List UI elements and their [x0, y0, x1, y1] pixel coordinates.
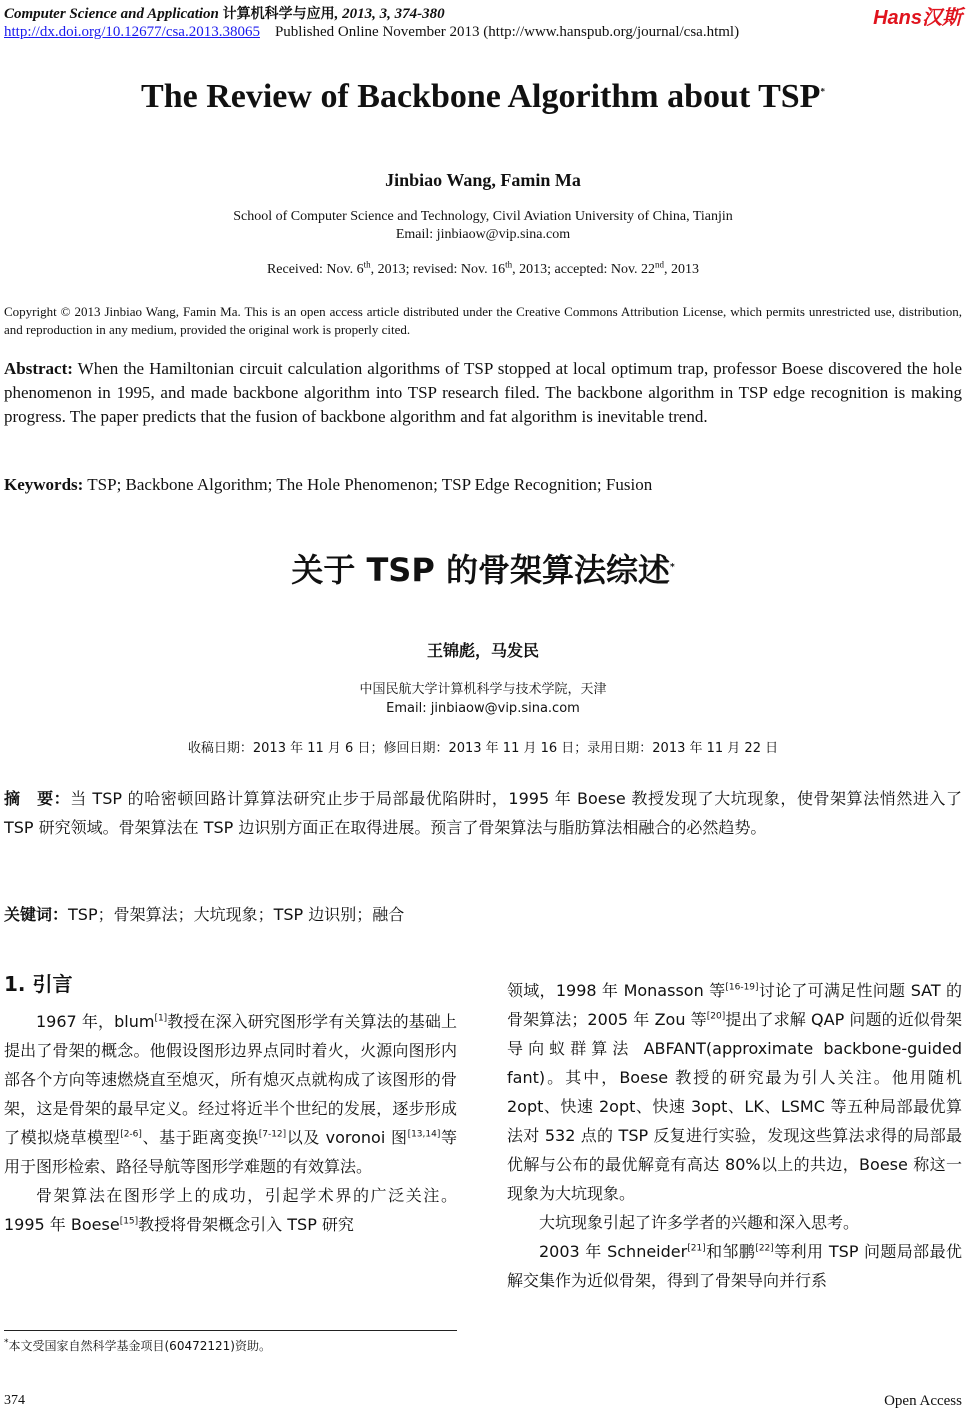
- paragraph: 大坑现象引起了许多学者的兴趣和深入思考。: [539, 1213, 860, 1232]
- title-cn-text: 关于 TSP 的骨架算法综述: [291, 551, 670, 589]
- footnote-text: 本文受国家自然科学基金项目(60472121)资助。: [8, 1339, 271, 1353]
- citation[interactable]: [15]: [119, 1216, 139, 1227]
- affiliation-cn-text: 中国民航大学计算机科学与技术学院，天津: [359, 682, 607, 697]
- published-online: Published Online November 2013 (http://www.hanspub.org/journal/csa.html): [274, 24, 740, 40]
- body-column-left: [4, 970, 457, 1239]
- keywords-cn-label: 关键词：: [4, 905, 69, 924]
- title-en-text: The Review of Backbone Algorithm about TSP: [141, 78, 821, 115]
- affiliation-en: [0, 208, 966, 244]
- received-sup: th: [363, 259, 371, 270]
- dates-en: [0, 259, 966, 278]
- abstract-cn: [4, 784, 962, 842]
- body-column-right: [507, 976, 962, 1295]
- footnote-mark: *: [4, 1338, 9, 1348]
- email-en: Email: jinbiaow@vip.sina.com: [395, 227, 571, 242]
- abstract-en-label: Abstract:: [4, 359, 73, 378]
- citation[interactable]: [2-6]: [120, 1129, 142, 1140]
- logo-text-cn: 汉斯: [922, 7, 962, 29]
- footnote-divider: [4, 1330, 457, 1331]
- keywords-cn-text: TSP；骨架算法；大坑现象；TSP 边识别；融合: [68, 905, 405, 924]
- authors-en: Jinbiao Wang, Famin Ma: [385, 170, 581, 190]
- open-access-label: Open Access: [884, 1393, 962, 1409]
- citation[interactable]: [1]: [154, 1013, 168, 1024]
- accepted-date: , 2013; accepted: Nov. 22: [512, 262, 656, 277]
- citation[interactable]: [21]: [687, 1243, 706, 1254]
- logo-text-en: Hans: [873, 7, 922, 29]
- journal-header: [4, 3, 445, 23]
- journal-name-en: Computer Science and Application: [4, 6, 219, 22]
- paper-title-en: [0, 78, 966, 116]
- revised-sup: th: [505, 259, 513, 270]
- title-cn-mark: *: [669, 562, 675, 573]
- authors-cn: 王锦彪，马发民: [426, 641, 539, 660]
- revised-date: , 2013; revised: Nov. 16: [370, 262, 506, 277]
- doi-link[interactable]: http://dx.doi.org/10.12677/csa.2013.38065: [4, 24, 260, 40]
- accepted-year: , 2013: [664, 262, 700, 277]
- page-number: 374: [4, 1393, 25, 1408]
- citation[interactable]: [22]: [755, 1243, 774, 1254]
- dates-cn: 收稿日期：2013 年 11 月 6 日；修回日期：2013 年 11 月 16 日；录用日期：2013 年 11 月 22 日: [187, 741, 779, 756]
- journal-issue: , 2013, 3, 374-380: [334, 6, 445, 22]
- received-date: Received: Nov. 6: [266, 262, 364, 277]
- affiliation-en-text: School of Computer Science and Technology, Civil Aviation University of China, Tianjin: [233, 209, 733, 224]
- journal-name-cn: 计算机科学与应用: [222, 6, 335, 22]
- paragraph: 领域，1998 年 Monasson 等[16-19]讨论了可满足性问题 SAT 的骨架算法；2005 年 Zou 等[20]提出了求解 QAP 问题的近似骨架导向蚁群算法 ABFANT(approximate backbone-guided fant)。其中，Boese 教授的研究最为引人关注。他用随机 2opt、快速 2opt、快速 3opt、LK、LSMC 等五种局部最优算法对 532 点的 TSP 反复进行实验，发现这些算法求得的局部最优解与公布的最优解竟有高达 80%以上的共边，Boese 称这一现象为大坑现象。: [507, 981, 962, 1203]
- footnote: [4, 1337, 457, 1354]
- abstract-en: [4, 357, 962, 429]
- email-cn: Email: jinbiaow@vip.sina.com: [386, 701, 580, 716]
- abstract-cn-text: 当 TSP 的哈密顿回路计算算法研究止步于局部最优陷阱时，1995 年 Boese 教授发现了大坑现象，使骨架算法悄然进入了 TSP 研究领域。骨架算法在 TSP 边识别方面正在取得进展。预言了骨架算法与脂肪算法相融合的必然趋势。: [4, 789, 962, 837]
- section-heading: 1. 引言: [4, 972, 73, 996]
- title-en-mark: *: [820, 86, 825, 97]
- accepted-sup: nd: [655, 259, 665, 270]
- paper-title-cn: [0, 545, 966, 591]
- citation[interactable]: [7-12]: [258, 1129, 287, 1140]
- citation[interactable]: [20]: [706, 1011, 726, 1022]
- keywords-en: [4, 475, 962, 495]
- abstract-cn-label: 摘 要：: [4, 789, 71, 808]
- citation[interactable]: [16-19]: [725, 982, 759, 993]
- paragraph: 骨架算法在图形学上的成功，引起学术界的广泛关注。1995 年 Boese[15]教授将骨架概念引入 TSP 研究: [4, 1186, 457, 1234]
- affiliation-cn: [0, 680, 966, 718]
- keywords-cn: [4, 902, 962, 925]
- publisher-logo: [873, 1, 962, 30]
- paragraph: 1967 年，blum[1]教授在深入研究图形学有关算法的基础上提出了骨架的概念。他假设图形边界点同时着火，火源向图形内部各个方向等速燃烧直至熄灭，所有熄灭点就构成了该图形的骨架，这是骨架的最早定义。经过将近半个世纪的发展，逐步形成了模拟烧草模型[2-6]、基于距离变换[7-12]以及 voronoi 图[13,14]等用于图形检索、路径导航等图形学难题的有效算法。: [4, 1012, 457, 1176]
- abstract-en-text: When the Hamiltonian circuit calculation algorithms of TSP stopped at local optimum trap, professor Boese discovered the hole phenomenon in 1995, and made backbone algorithm into TSP research filed. The backbone algorithm in TSP edge recognition is making progress. The paper predicts that the fusion of backbone algorithm and fat algorithm is inevitable trend.: [4, 359, 962, 426]
- doi-line: [4, 24, 739, 41]
- citation[interactable]: [13,14]: [407, 1129, 441, 1140]
- keywords-en-text: TSP; Backbone Algorithm; The Hole Phenomenon; TSP Edge Recognition; Fusion: [83, 475, 653, 494]
- copyright-notice: Copyright © 2013 Jinbiao Wang, Famin Ma. This is an open access article distributed under the Creative Commons Attribution License, which permits unrestricted use, distribution, and reproduction in any medium, provided the original work is properly cited.: [4, 304, 962, 337]
- paragraph: 2003 年 Schneider[21]和邹鹏[22]等利用 TSP 问题局部最优解交集作为近似骨架，得到了骨架导向并行系: [507, 1242, 962, 1290]
- keywords-en-label: Keywords:: [4, 475, 84, 494]
